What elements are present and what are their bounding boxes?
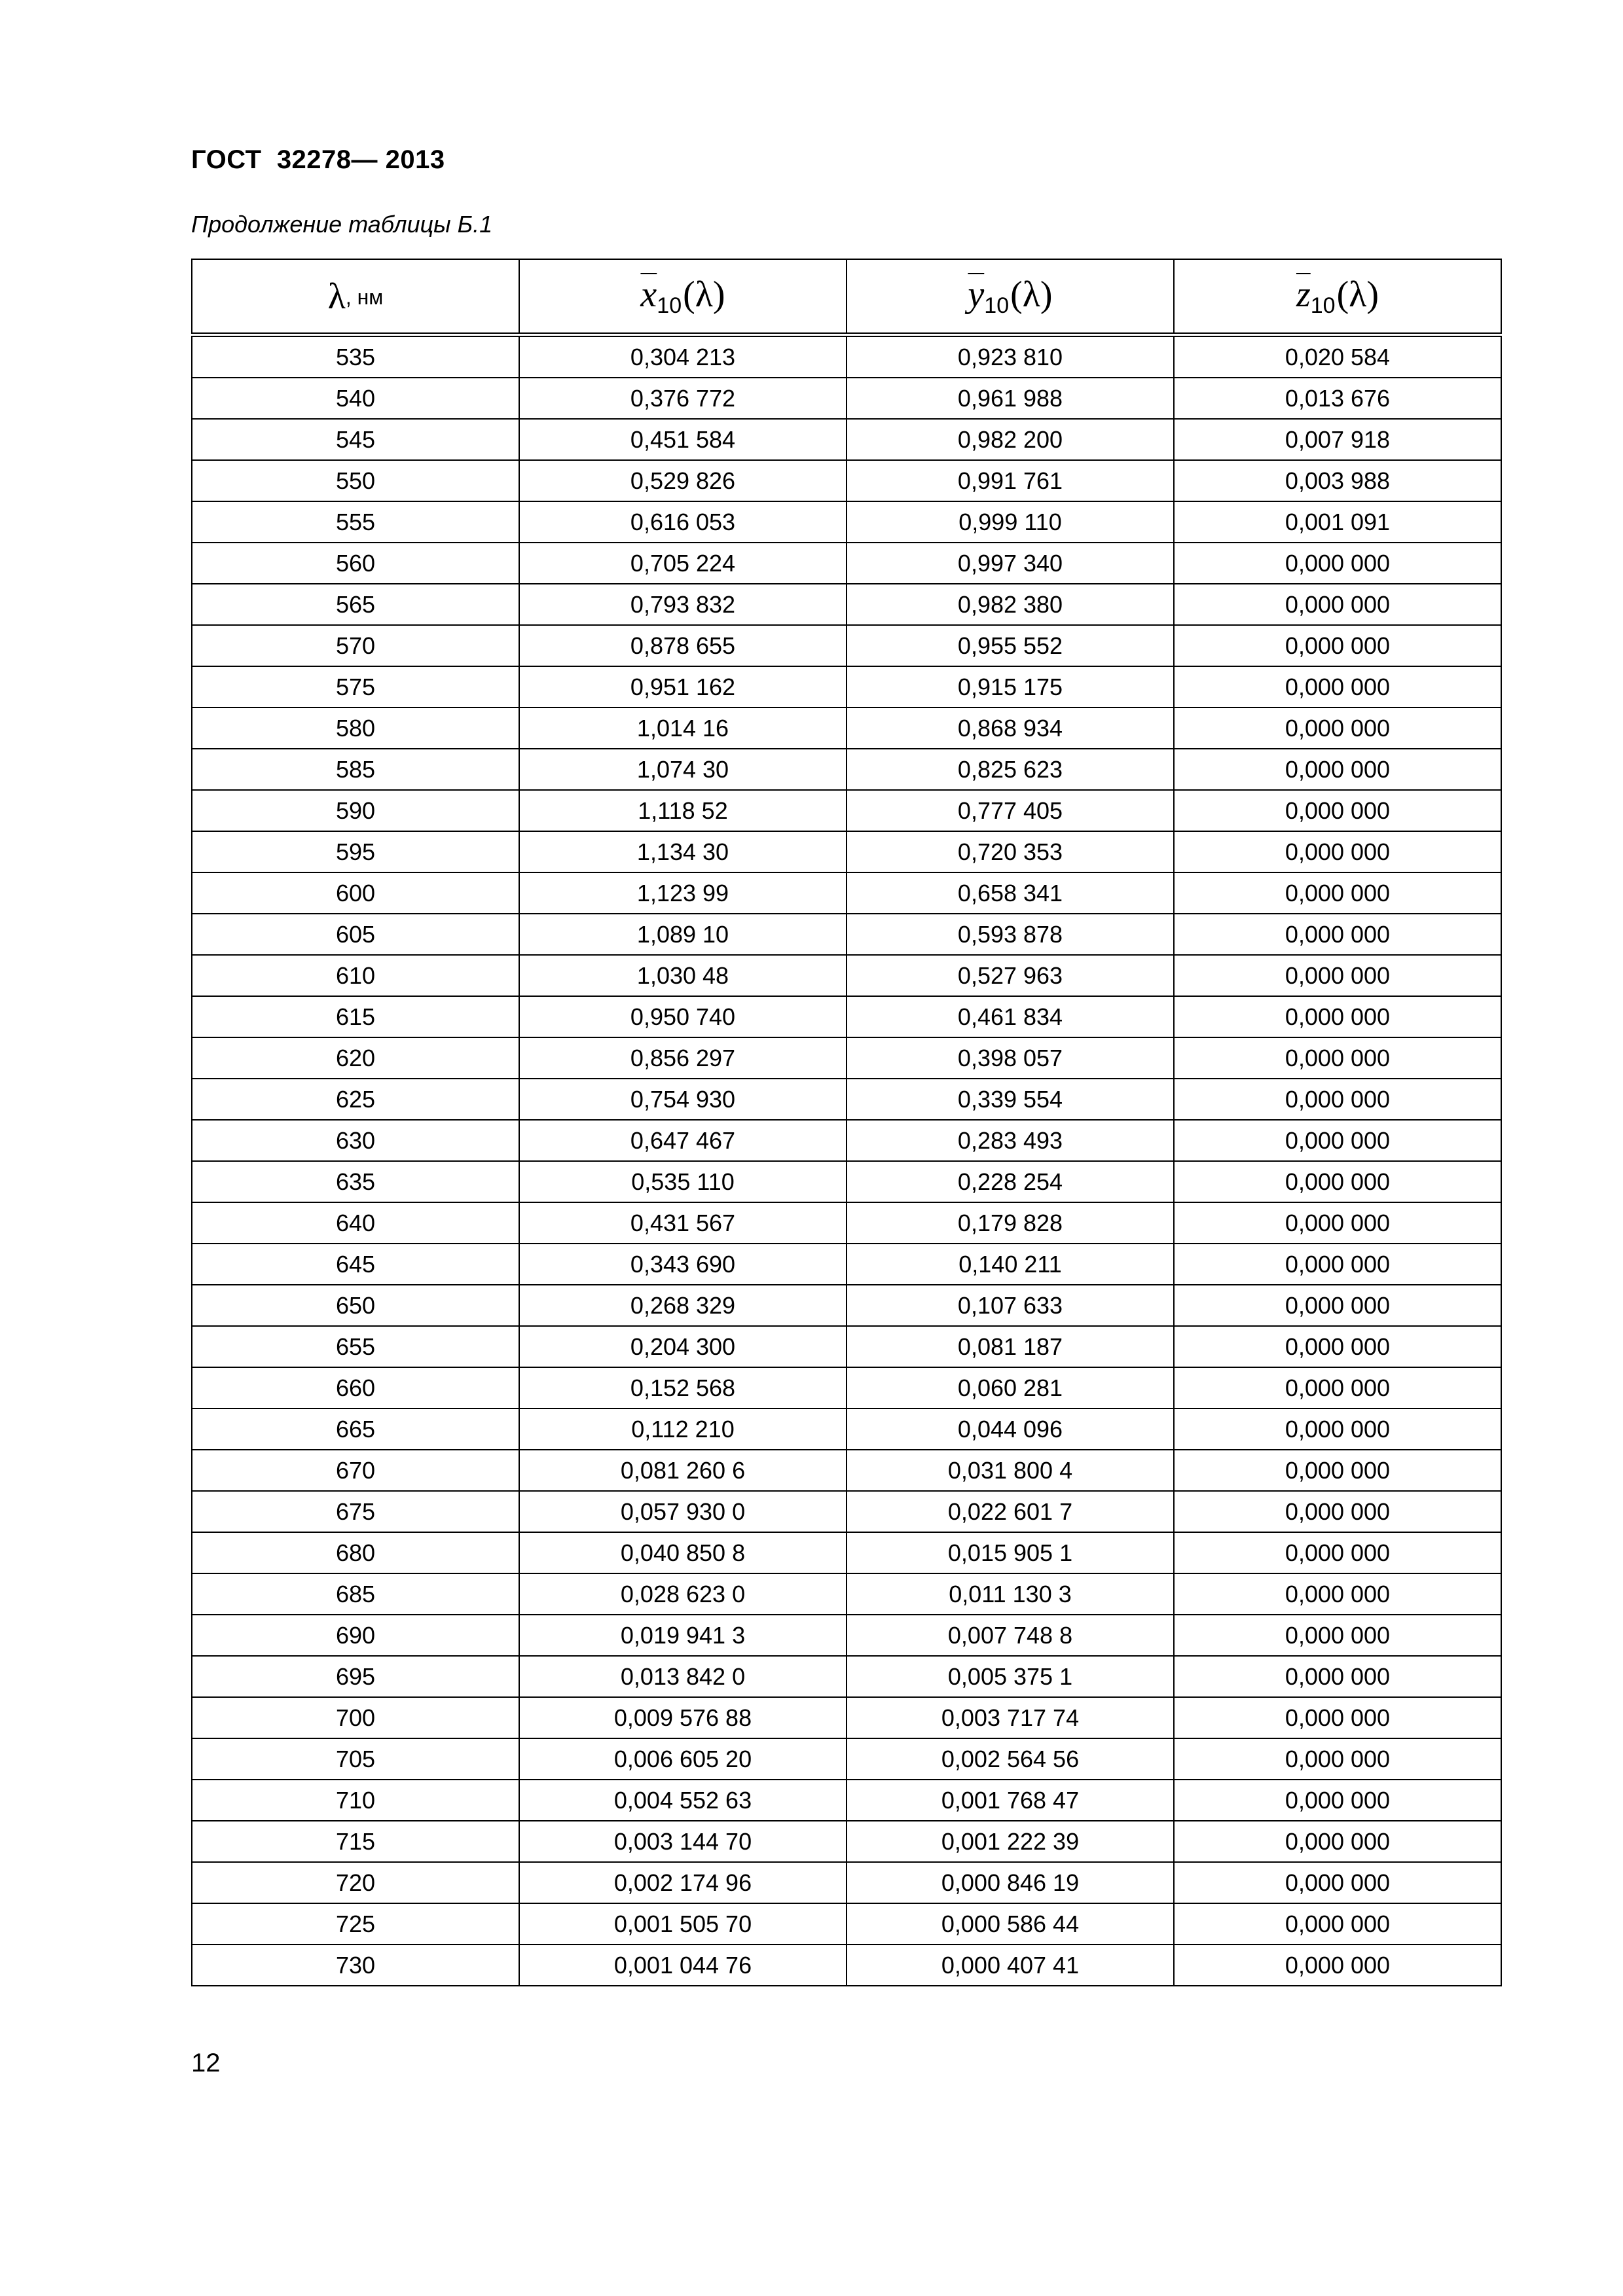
x10-cell: 0,793 832 xyxy=(519,584,847,625)
table-row xyxy=(192,955,1501,996)
x10-cell: 0,013 842 0 xyxy=(519,1656,847,1697)
y10-cell: 0,140 211 xyxy=(847,1244,1174,1285)
document-header: ГОСТ 32278— 2013 xyxy=(191,145,445,174)
z10-cell: 0,000 000 xyxy=(1174,1491,1501,1532)
y10-cell: 0,777 405 xyxy=(847,790,1174,831)
table-row xyxy=(192,1532,1501,1573)
wavelength-cell: 730 xyxy=(192,1945,519,1986)
wavelength-cell: 645 xyxy=(192,1244,519,1285)
y10-cell: 0,923 810 xyxy=(847,335,1174,378)
y10-cell: 0,593 878 xyxy=(847,914,1174,955)
y-argument: (λ) xyxy=(1010,274,1053,315)
y10-cell: 0,031 800 4 xyxy=(847,1450,1174,1491)
wavelength-cell: 615 xyxy=(192,996,519,1037)
table-row xyxy=(192,1615,1501,1656)
x10-cell: 1,123 99 xyxy=(519,872,847,914)
x10-cell: 0,529 826 xyxy=(519,460,847,501)
z10-cell: 0,000 000 xyxy=(1174,749,1501,790)
z10-cell: 0,020 584 xyxy=(1174,335,1501,378)
table-row xyxy=(192,1491,1501,1532)
table-row xyxy=(192,335,1501,378)
z10-cell: 0,000 000 xyxy=(1174,1945,1501,1986)
z10-cell: 0,000 000 xyxy=(1174,914,1501,955)
z10-cell: 0,003 988 xyxy=(1174,460,1501,501)
x10-cell: 0,081 260 6 xyxy=(519,1450,847,1491)
page-number: 12 xyxy=(191,2049,221,2077)
wavelength-cell: 690 xyxy=(192,1615,519,1656)
z10-cell: 0,000 000 xyxy=(1174,1780,1501,1821)
x10-cell: 1,030 48 xyxy=(519,955,847,996)
table-row xyxy=(192,1285,1501,1326)
y10-cell: 0,081 187 xyxy=(847,1326,1174,1367)
y10-cell: 0,997 340 xyxy=(847,543,1174,584)
y10-cell: 0,000 407 41 xyxy=(847,1945,1174,1986)
table-row xyxy=(192,460,1501,501)
y10-cell: 0,991 761 xyxy=(847,460,1174,501)
wavelength-cell: 665 xyxy=(192,1408,519,1450)
z10-cell: 0,000 000 xyxy=(1174,1656,1501,1697)
y10-cell: 0,011 130 3 xyxy=(847,1573,1174,1615)
wavelength-cell: 675 xyxy=(192,1491,519,1532)
z10-cell: 0,000 000 xyxy=(1174,1120,1501,1161)
wavelength-cell: 695 xyxy=(192,1656,519,1697)
wavelength-cell: 670 xyxy=(192,1450,519,1491)
x10-cell: 0,003 144 70 xyxy=(519,1821,847,1862)
z10-cell: 0,000 000 xyxy=(1174,1326,1501,1367)
y10-cell: 0,283 493 xyxy=(847,1120,1174,1161)
x10-cell: 0,754 930 xyxy=(519,1079,847,1120)
x10-cell: 0,304 213 xyxy=(519,335,847,378)
table-row xyxy=(192,1656,1501,1697)
table-row xyxy=(192,1821,1501,1862)
z10-cell: 0,000 000 xyxy=(1174,1532,1501,1573)
wavelength-cell: 535 xyxy=(192,335,519,378)
wavelength-cell: 550 xyxy=(192,460,519,501)
table-row xyxy=(192,996,1501,1037)
table-row xyxy=(192,1862,1501,1903)
wavelength-unit: , нм xyxy=(345,285,384,309)
x-bar-symbol: $\overline{x}$ xyxy=(640,274,657,315)
x10-cell: 0,001 044 76 xyxy=(519,1945,847,1986)
z10-cell: 0,007 918 xyxy=(1174,419,1501,460)
x10-cell: 0,028 623 0 xyxy=(519,1573,847,1615)
x10-cell: 0,647 467 xyxy=(519,1120,847,1161)
y10-cell: 0,003 717 74 xyxy=(847,1697,1174,1738)
table-row xyxy=(192,584,1501,625)
y10-cell: 0,955 552 xyxy=(847,625,1174,666)
z10-cell: 0,000 000 xyxy=(1174,1079,1501,1120)
wavelength-cell: 635 xyxy=(192,1161,519,1202)
x10-cell: 0,951 162 xyxy=(519,666,847,708)
table-row xyxy=(192,625,1501,666)
z10-cell: 0,000 000 xyxy=(1174,872,1501,914)
table-caption: Продолжение таблицы Б.1 xyxy=(191,211,493,238)
x10-cell: 0,006 605 20 xyxy=(519,1738,847,1780)
x10-cell: 1,118 52 xyxy=(519,790,847,831)
table-row xyxy=(192,1697,1501,1738)
table-row xyxy=(192,914,1501,955)
table-row xyxy=(192,1120,1501,1161)
y10-cell: 0,060 281 xyxy=(847,1367,1174,1408)
table-row xyxy=(192,1244,1501,1285)
y10-cell: 0,002 564 56 xyxy=(847,1738,1174,1780)
z10-cell: 0,000 000 xyxy=(1174,1202,1501,1244)
z10-cell: 0,000 000 xyxy=(1174,708,1501,749)
table-row xyxy=(192,543,1501,584)
table-row xyxy=(192,378,1501,419)
table-row xyxy=(192,1573,1501,1615)
x10-cell: 0,705 224 xyxy=(519,543,847,584)
y-subscript: 10 xyxy=(984,293,1010,318)
x10-cell: 0,616 053 xyxy=(519,501,847,543)
x10-cell: 0,001 505 70 xyxy=(519,1903,847,1945)
lambda-symbol: λ xyxy=(327,276,346,317)
y10-cell: 0,022 601 7 xyxy=(847,1491,1174,1532)
wavelength-cell: 655 xyxy=(192,1326,519,1367)
y10-cell: 0,001 768 47 xyxy=(847,1780,1174,1821)
z10-cell: 0,000 000 xyxy=(1174,1037,1501,1079)
z10-cell: 0,000 000 xyxy=(1174,1367,1501,1408)
header-wavelength xyxy=(192,259,519,335)
table-row xyxy=(192,708,1501,749)
wavelength-cell: 540 xyxy=(192,378,519,419)
x10-cell: 1,134 30 xyxy=(519,831,847,872)
table-row xyxy=(192,666,1501,708)
wavelength-cell: 710 xyxy=(192,1780,519,1821)
z10-cell: 0,000 000 xyxy=(1174,1903,1501,1945)
y10-cell: 0,461 834 xyxy=(847,996,1174,1037)
x-subscript: 10 xyxy=(657,293,682,318)
y10-cell: 0,982 200 xyxy=(847,419,1174,460)
y10-cell: 0,007 748 8 xyxy=(847,1615,1174,1656)
y10-cell: 0,015 905 1 xyxy=(847,1532,1174,1573)
header-y10 xyxy=(847,259,1174,335)
z10-cell: 0,000 000 xyxy=(1174,1450,1501,1491)
z10-cell: 0,000 000 xyxy=(1174,1862,1501,1903)
wavelength-cell: 625 xyxy=(192,1079,519,1120)
table-body xyxy=(192,335,1501,1986)
table-row xyxy=(192,419,1501,460)
x10-cell: 0,040 850 8 xyxy=(519,1532,847,1573)
y10-cell: 0,961 988 xyxy=(847,378,1174,419)
table-row xyxy=(192,1161,1501,1202)
x10-cell: 0,019 941 3 xyxy=(519,1615,847,1656)
x10-cell: 0,950 740 xyxy=(519,996,847,1037)
y-bar-symbol: $\overline{y}$ xyxy=(968,274,985,315)
x10-cell: 0,451 584 xyxy=(519,419,847,460)
y10-cell: 0,107 633 xyxy=(847,1285,1174,1326)
y10-cell: 0,915 175 xyxy=(847,666,1174,708)
table-row xyxy=(192,1367,1501,1408)
y10-cell: 0,179 828 xyxy=(847,1202,1174,1244)
x10-cell: 0,376 772 xyxy=(519,378,847,419)
y10-cell: 0,044 096 xyxy=(847,1408,1174,1450)
x10-cell: 0,112 210 xyxy=(519,1408,847,1450)
wavelength-cell: 680 xyxy=(192,1532,519,1573)
z10-cell: 0,000 000 xyxy=(1174,1697,1501,1738)
table-row xyxy=(192,831,1501,872)
y10-cell: 0,000 846 19 xyxy=(847,1862,1174,1903)
x10-cell: 0,856 297 xyxy=(519,1037,847,1079)
y10-cell: 0,228 254 xyxy=(847,1161,1174,1202)
wavelength-cell: 600 xyxy=(192,872,519,914)
x10-cell: 0,204 300 xyxy=(519,1326,847,1367)
wavelength-cell: 555 xyxy=(192,501,519,543)
y10-cell: 0,868 934 xyxy=(847,708,1174,749)
z10-cell: 0,000 000 xyxy=(1174,831,1501,872)
z10-cell: 0,000 000 xyxy=(1174,1821,1501,1862)
y10-cell: 0,999 110 xyxy=(847,501,1174,543)
wavelength-cell: 580 xyxy=(192,708,519,749)
z10-cell: 0,000 000 xyxy=(1174,996,1501,1037)
x10-cell: 0,268 329 xyxy=(519,1285,847,1326)
wavelength-cell: 700 xyxy=(192,1697,519,1738)
y10-cell: 0,398 057 xyxy=(847,1037,1174,1079)
z10-cell: 0,000 000 xyxy=(1174,625,1501,666)
z-subscript: 10 xyxy=(1310,293,1336,318)
wavelength-cell: 570 xyxy=(192,625,519,666)
x10-cell: 0,009 576 88 xyxy=(519,1697,847,1738)
wavelength-cell: 610 xyxy=(192,955,519,996)
table-row xyxy=(192,1945,1501,1986)
wavelength-cell: 640 xyxy=(192,1202,519,1244)
y10-cell: 0,001 222 39 xyxy=(847,1821,1174,1862)
wavelength-cell: 595 xyxy=(192,831,519,872)
y10-cell: 0,000 586 44 xyxy=(847,1903,1174,1945)
x10-cell: 0,152 568 xyxy=(519,1367,847,1408)
wavelength-cell: 565 xyxy=(192,584,519,625)
table-row xyxy=(192,1202,1501,1244)
wavelength-cell: 660 xyxy=(192,1367,519,1408)
x10-cell: 0,057 930 0 xyxy=(519,1491,847,1532)
z10-cell: 0,001 091 xyxy=(1174,501,1501,543)
y10-cell: 0,720 353 xyxy=(847,831,1174,872)
z10-cell: 0,000 000 xyxy=(1174,1573,1501,1615)
wavelength-cell: 605 xyxy=(192,914,519,955)
wavelength-cell: 685 xyxy=(192,1573,519,1615)
table-row xyxy=(192,1450,1501,1491)
wavelength-cell: 620 xyxy=(192,1037,519,1079)
wavelength-cell: 560 xyxy=(192,543,519,584)
header-z10 xyxy=(1174,259,1501,335)
table-row xyxy=(192,1780,1501,1821)
x10-cell: 1,089 10 xyxy=(519,914,847,955)
wavelength-cell: 585 xyxy=(192,749,519,790)
wavelength-cell: 590 xyxy=(192,790,519,831)
table-row xyxy=(192,501,1501,543)
z10-cell: 0,000 000 xyxy=(1174,1615,1501,1656)
x10-cell: 1,074 30 xyxy=(519,749,847,790)
y10-cell: 0,339 554 xyxy=(847,1079,1174,1120)
z10-cell: 0,000 000 xyxy=(1174,1161,1501,1202)
table-row xyxy=(192,1903,1501,1945)
x10-cell: 0,431 567 xyxy=(519,1202,847,1244)
header-x10 xyxy=(519,259,847,335)
table-row xyxy=(192,1037,1501,1079)
z10-cell: 0,000 000 xyxy=(1174,1408,1501,1450)
wavelength-cell: 650 xyxy=(192,1285,519,1326)
z10-cell: 0,000 000 xyxy=(1174,790,1501,831)
y10-cell: 0,658 341 xyxy=(847,872,1174,914)
wavelength-cell: 720 xyxy=(192,1862,519,1903)
y10-cell: 0,005 375 1 xyxy=(847,1656,1174,1697)
z-bar-symbol: $\overline{z}$ xyxy=(1296,274,1311,315)
y10-cell: 0,527 963 xyxy=(847,955,1174,996)
y10-cell: 0,982 380 xyxy=(847,584,1174,625)
table-row xyxy=(192,1738,1501,1780)
z10-cell: 0,013 676 xyxy=(1174,378,1501,419)
wavelength-cell: 705 xyxy=(192,1738,519,1780)
x-argument: (λ) xyxy=(683,274,725,315)
z10-cell: 0,000 000 xyxy=(1174,1285,1501,1326)
wavelength-cell: 545 xyxy=(192,419,519,460)
z10-cell: 0,000 000 xyxy=(1174,1244,1501,1285)
z10-cell: 0,000 000 xyxy=(1174,1738,1501,1780)
table-row xyxy=(192,749,1501,790)
table-row xyxy=(192,1079,1501,1120)
z10-cell: 0,000 000 xyxy=(1174,955,1501,996)
wavelength-cell: 575 xyxy=(192,666,519,708)
y10-cell: 0,825 623 xyxy=(847,749,1174,790)
x10-cell: 0,343 690 xyxy=(519,1244,847,1285)
x10-cell: 0,002 174 96 xyxy=(519,1862,847,1903)
z-argument: (λ) xyxy=(1336,274,1379,315)
x10-cell: 0,878 655 xyxy=(519,625,847,666)
wavelength-cell: 715 xyxy=(192,1821,519,1862)
z10-cell: 0,000 000 xyxy=(1174,666,1501,708)
wavelength-cell: 630 xyxy=(192,1120,519,1161)
z10-cell: 0,000 000 xyxy=(1174,584,1501,625)
x10-cell: 0,004 552 63 xyxy=(519,1780,847,1821)
table-header-row xyxy=(192,259,1501,335)
table-row xyxy=(192,872,1501,914)
table-row xyxy=(192,1408,1501,1450)
x10-cell: 0,535 110 xyxy=(519,1161,847,1202)
wavelength-cell: 725 xyxy=(192,1903,519,1945)
x10-cell: 1,014 16 xyxy=(519,708,847,749)
table-row xyxy=(192,1326,1501,1367)
z10-cell: 0,000 000 xyxy=(1174,543,1501,584)
table-row xyxy=(192,790,1501,831)
color-matching-table xyxy=(191,259,1502,1986)
